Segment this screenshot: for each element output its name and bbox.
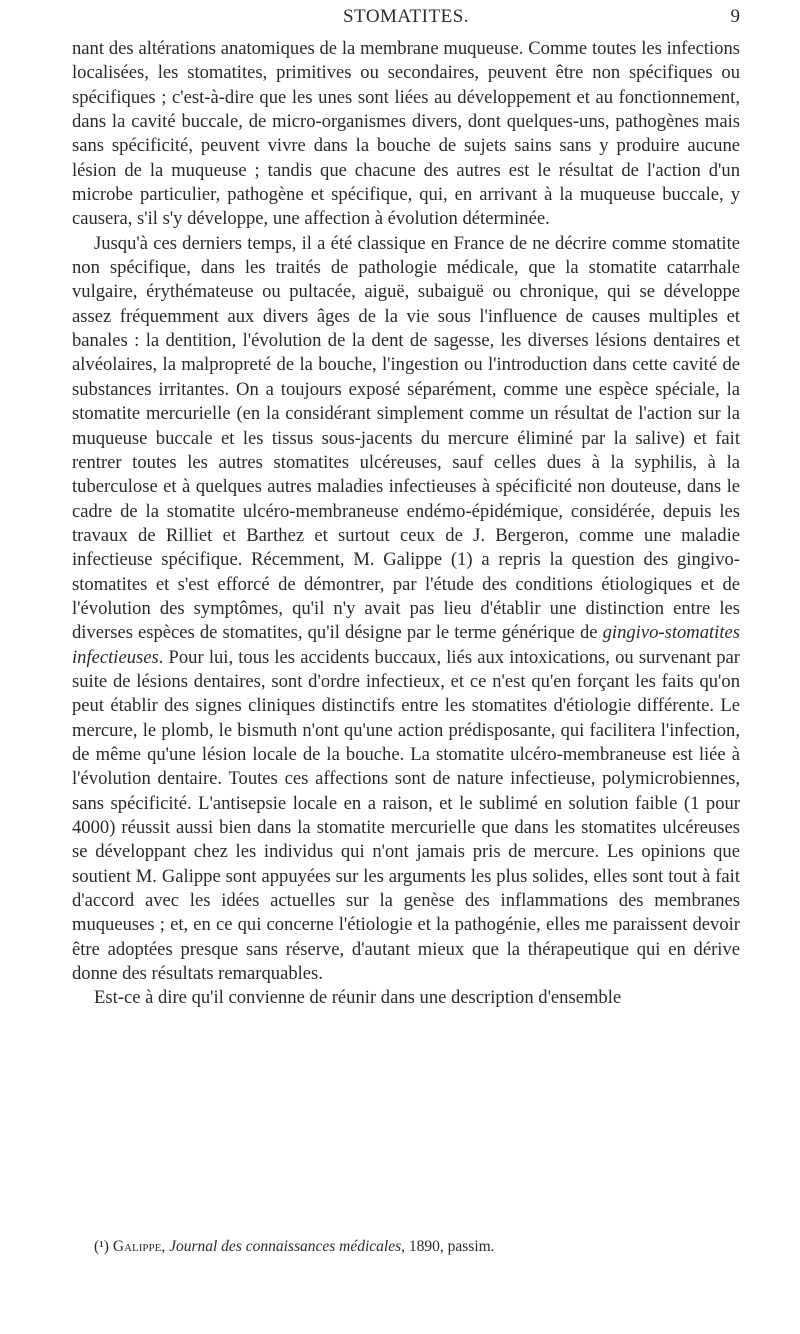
footnote-rest: , 1890, passim. [401, 1238, 495, 1255]
footnote-reference: 1 [457, 549, 467, 571]
paragraph-2-part-c: . Pour lui, tous les accidents buccaux, liés aux intoxications, ou survenant par suite de lésions dentaires, sont d'ordre infectieux, et ce n'est qu'en forçant les faits qu'on peut établir des signes cliniques distinctifs entre les stomatites d'étiologie différente. Le mercure, le plomb, le bismuth n'ont qu'une action prédisposante, qui facilitera l'infection, de même qu'une lésion locale de la bouche. La stomatite ulcéro-membraneuse est liée à l'évolution dentaire. Toutes ces affections sont de nature infectieuse, polymicrobiennes, sans spécificité. L'antisepsie locale en a raison, et le sublimé en solution faible (1 pour 4000) réussit aussi bien dans la stomatite mercurielle que dans les stomatites ulcéreuses se développant chez les individus qui n'ont jamais pris de mercure. Les opinions que soutient M. Galippe sont appuyées sur les arguments les plus solides, elles sont tout à fait d'accord avec les idées actuelles sur la genèse des inflammations des membranes muqueuses ; et, en ce qui concerne l'étiologie et la pathogénie, elles me paraissent devoir être adoptées presque sans réserve, d'autant mieux que la thérapeutique qui en dérive donne des résultats remarquables. [72, 646, 740, 985]
page-number: 9 [730, 6, 740, 27]
footnote-marker: (¹) [94, 1238, 109, 1255]
paragraph-2-part-b: ) a repris la question des gingivo-stomatites et s'est efforcé de démontrer, par l'étude des conditions étiologiques et de l'évolution des symptômes, qu'il n'y avait pas lieu d'établir une distinction entre les diverses espèces de stomatites, qu'il désigne par le terme générique de [72, 549, 740, 644]
paragraph-3: Est-ce à dire qu'il convienne de réunir dans une description d'ensemble [94, 987, 622, 1009]
italic-term: gingivo-stomatites infectieuses [72, 622, 740, 668]
page-header [72, 6, 740, 34]
paragraph-2 [72, 232, 740, 987]
paragraph-1: nant des altérations anatomiques de la membrane muqueuse. Comme toutes les infections localisées, les stomatites, primitives ou secondaires, peuvent être non spécifiques ou spécifiques ; c'est-à-dire que les unes sont liées au développement et au fonctionnement, dans la cavité buccale, de micro-organismes divers, dont quelques-uns, pathogènes mais sans spécificité, peuvent vivre dans la bouche de sujets sains sans y produire aucune lésion de la muqueuse ; tandis que chacune des autres est le résultat de l'action d'un microbe particulier, pathogène et spécifique, qui, en arrivant à la muqueuse buccale, y causera, s'il s'y développe, une affection à évolution déterminée. [72, 38, 740, 230]
body-text [72, 37, 740, 1011]
footnote: (¹) Galippe, Journal des connaissances médicales, 1890, passim. [94, 1238, 495, 1255]
running-title: STOMATITES. [342, 6, 470, 27]
footnote-journal: Journal des connaissances médicales [169, 1238, 402, 1255]
footnote-author: Galippe [112, 1238, 162, 1255]
paragraph-2-part-a: Jusqu'à ces derniers temps, il a été classique en France de ne décrire comme stomatite non spécifique, dans les traités de pathologie médicale, que la stomatite catarrhale vulgaire, érythémateuse ou pultacée, aiguë, subaiguë ou chronique, qui se développe assez fréquemment aux divers âges de la vie sous l'influence de causes multiples et banales : la dentition, l'évolution de la dent de sagesse, les diverses lésions dentaires et alvéolaires, la malpropreté de la bouche, l'ingestion ou l'introduction dans cette cavité de substances irritantes. On a toujours exposé séparément, comme une espèce spéciale, la stomatite mercurielle (en la considérant simplement comme un résultat de l'action sur la muqueuse buccale et les tissus sous-jacents du mercure éliminé par la salive) et fait rentrer toutes les autres stomatites ulcéreuses, sauf celles dues à la syphilis, à la tuberculose et à quelques autres maladies infectieuses à spécificité non douteuse, dans le cadre de la stomatite ulcéro-membraneuse endémo-épidémique, considérée, depuis les travaux de Rilliet et Barthez et surtout ceux de J. Bergeron, comme une maladie infectieuse spécifique. Récemment, M. Galippe ( [72, 232, 740, 571]
